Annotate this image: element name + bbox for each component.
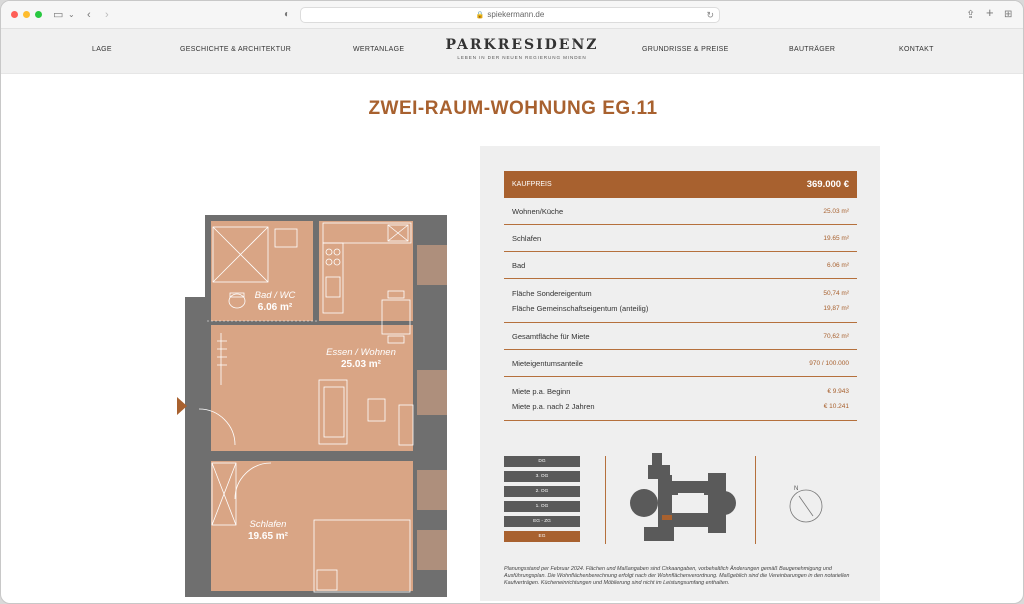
privacy-shield-icon[interactable]: ◐ — [284, 9, 291, 20]
divider — [755, 456, 756, 544]
row-label: Miete p.a. Beginn — [512, 386, 571, 396]
forward-icon[interactable]: › — [105, 9, 109, 21]
nav-link-wertanlage[interactable]: WERTANLAGE — [353, 46, 405, 53]
row-value: 50,74 m² — [823, 289, 849, 297]
room-label-essen: Essen / Wohnen — [326, 347, 396, 358]
row-value: 19.65 m² — [823, 234, 849, 242]
nav-link-kontakt[interactable]: KONTAKT — [899, 46, 934, 53]
price-value: 369.000 € — [806, 179, 849, 190]
row-value: 970 / 100.000 — [809, 359, 849, 367]
table-row — [504, 350, 857, 377]
row-value: 25.03 m² — [823, 207, 849, 215]
apartment-location-marker — [662, 515, 672, 520]
browser-toolbar — [1, 1, 1023, 29]
maximize-window-button[interactable] — [35, 11, 42, 18]
row-value: 6.06 m² — [826, 261, 849, 269]
outer-wall-west — [185, 297, 209, 597]
row-label: Fläche Sondereigentum — [512, 288, 592, 298]
brand-title: PARKRESIDENZ — [445, 37, 599, 53]
row-label: Fläche Gemeinschaftseigentum (anteilig) — [512, 303, 649, 313]
close-window-button[interactable] — [11, 11, 18, 18]
price-label: KAUFPREIS — [512, 181, 552, 188]
nav-link-grundrisse[interactable]: GRUNDRISSE & PREISE — [642, 46, 729, 53]
disclaimer-note: Planungsstand per Februar 2024. Flächen und Maßangaben sind Cirkaangaben, vorbehaltlich Änderungen gemäß Baugenehmigung und Ausführungsplan. Die Wohnflächenberechnung erfolgt nach der Wohnflächenverordnung. Maßgeblich sind die Vereinbarungen in den notariellen Kaufverträgen. Kücheneinrichtungen und Möblierung sind nicht im Leistungsumfang enthalten. — [504, 566, 850, 586]
table-row — [504, 225, 857, 252]
row-value: € 10.241 — [823, 402, 849, 410]
floor-selector — [504, 456, 580, 546]
price-header — [504, 171, 857, 198]
site-navigation — [1, 29, 1023, 74]
room-area-schlafen: 19.65 m² — [247, 531, 289, 542]
minimize-window-button[interactable] — [23, 11, 30, 18]
lock-icon: 🔒 — [475, 12, 485, 19]
price-table — [504, 171, 857, 421]
row-label: Schlafen — [512, 233, 542, 243]
row-label: Gesamtfläche für Miete — [512, 331, 590, 341]
floor-button-dg[interactable]: DG — [504, 456, 580, 467]
floor-button-3og[interactable]: 3. OG — [504, 471, 580, 482]
brand-subtitle: LEBEN IN DER NEUEN REGIERUNG MINDEN — [457, 55, 587, 60]
room-essen-wohnen — [211, 325, 413, 451]
room-label-bad: Bad / WC — [254, 290, 296, 301]
room-schlafen — [211, 461, 413, 591]
new-tab-icon[interactable]: + — [986, 5, 994, 20]
row-label: Bad — [512, 260, 526, 270]
row-label: Miete p.a. nach 2 Jahren — [512, 401, 595, 411]
brand-logo[interactable] — [439, 37, 605, 60]
table-row — [504, 377, 857, 421]
address-bar[interactable] — [300, 7, 720, 23]
compass-north-label: N — [794, 486, 799, 492]
floor-button-1og[interactable]: 1. OG — [504, 501, 580, 512]
sidebar-toggle-icon[interactable]: ▭ — [53, 9, 64, 21]
row-value: 70,62 m² — [823, 332, 849, 340]
page-title: ZWEI-RAUM-WOHNUNG EG.11 — [368, 98, 658, 119]
url-text: spiekermann.de — [487, 10, 545, 19]
room-label-schlafen: Schlafen — [249, 519, 287, 530]
floor-button-eg[interactable]: EG — [504, 531, 580, 542]
table-row — [504, 198, 857, 225]
compass-icon — [786, 480, 826, 524]
floor-button-2og[interactable]: 2. OG — [504, 486, 580, 497]
nav-link-lage[interactable]: LAGE — [92, 46, 112, 53]
table-row — [504, 279, 857, 323]
room-area-essen: 25.03 m² — [340, 359, 382, 370]
tab-overview-icon[interactable]: ⊞ — [1004, 9, 1013, 20]
room-area-bad: 6.06 m² — [257, 302, 293, 313]
divider — [605, 456, 606, 544]
row-value: € 9.943 — [827, 387, 849, 395]
table-row — [504, 252, 857, 279]
apartment-info-panel — [480, 146, 880, 601]
table-row — [504, 323, 857, 350]
window-controls — [11, 11, 42, 18]
nav-link-bautraeger[interactable]: BAUTRÄGER — [789, 46, 836, 53]
reload-icon[interactable]: ↻ — [706, 10, 714, 20]
row-value: 19,87 m² — [823, 304, 849, 312]
building-keyplan — [624, 453, 740, 547]
row-label: Mieteigentumsanteile — [512, 358, 583, 368]
share-icon[interactable]: ⇪ — [966, 9, 976, 21]
room-kitchen — [319, 221, 413, 321]
chevron-down-icon[interactable]: ⌄ — [68, 10, 75, 19]
nav-link-geschichte[interactable]: GESCHICHTE & ARCHITEKTUR — [180, 46, 292, 53]
back-icon[interactable]: ‹ — [87, 9, 91, 21]
floor-plan — [177, 215, 447, 597]
floor-button-eg-zg[interactable]: EG - ZG — [504, 516, 580, 527]
row-label: Wohnen/Küche — [512, 206, 564, 216]
